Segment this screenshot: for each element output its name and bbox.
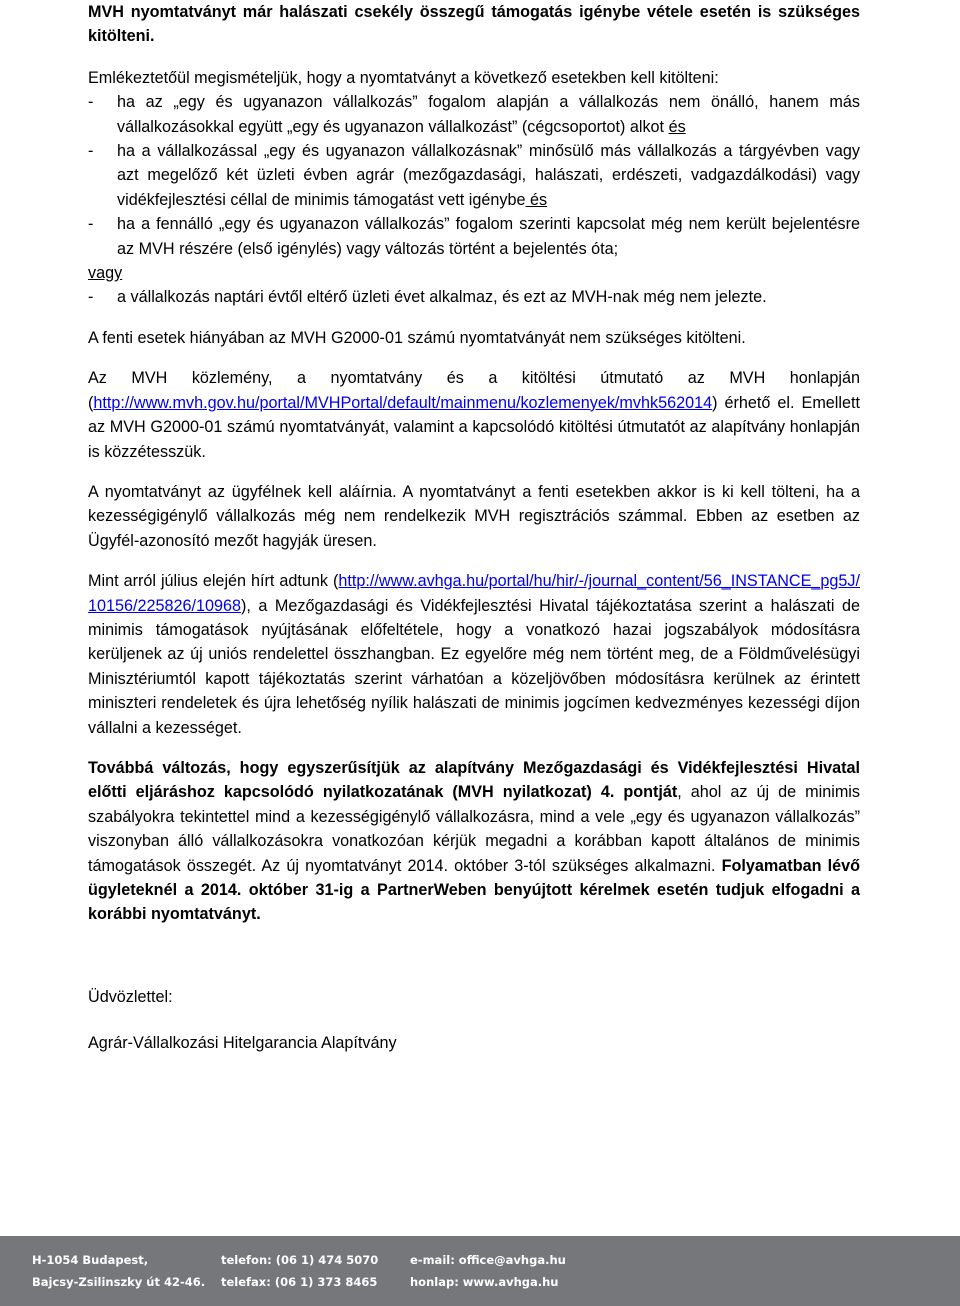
condition-text-4: a vállalkozás naptári évtől eltérő üzleti évet alkalmaz, és ezt az MVH-nak még nem jelezte. [117,288,767,307]
notice-paragraph [88,366,860,464]
footer-web: honlap: www.avhga.hu [410,1275,559,1289]
condition-item-4 [88,285,860,309]
dash-marker: - [88,93,94,112]
conjunction-es-2: és [525,190,548,209]
mvh-link[interactable]: http://www.mvh.gov.hu/portal/MVHPortal/default/mainmenu/kozlemenyek/mvhk562014 [93,393,713,412]
condition-text-3: ha a fennálló „egy és ugyanazon vállalkozás” fogalom szerinti kapcsolat még nem került bejelentésre az MVH részére (első igénylés) vagy változás történt a bejelentés óta; [117,215,860,258]
change-bold-1: Továbbá változás, hogy egyszerűsítjük az alapítvány Mezőgazdasági és Vidékfejlesztési Hivatal előtti eljáráshoz kapcsolódó nyilatkozatának (MVH nyilatkozat) 4. pontját [88,758,860,802]
address-line-2: Bajcsy-Zsilinszky út 42-46. [32,1275,206,1289]
dash-marker: - [88,288,94,307]
dash-marker: - [88,215,94,234]
change-paragraph [88,756,860,927]
condition-item-2 [88,139,860,212]
document-body [88,0,860,1056]
address-line-1: H-1054 Budapest, [32,1253,149,1267]
condition-item-3 [88,212,860,261]
change-bold-2: Folyamatban lévő ügyleteknél a 2014. október 31-ig a PartnerWeben benyújtott kérelmek esetén tudjuk elfogadni a korábbi nyomtatványt. [88,856,860,924]
condition-text-2: ha a vállalkozással „egy és ugyanazon vállalkozásnak” minősülő más vállalkozás a tárgyévben vagy azt megelőző két üzleti évben agrár (mezőgazdasági, halászati, erdészeti, vadgazdálkodási) vagy vidékfejlesztési céllal de minimis támogatást vett igénybe [117,142,860,209]
greeting: Üdvözlettel: [88,987,173,1006]
no-need-paragraph: A fenti esetek hiányában az MVH G2000-01 számú nyomtatványát nem szükséges kitölteni. [88,328,746,347]
conjunction-vagy: vagy [88,264,123,283]
change-text: , ahol az új de minimis szabályokra tekintettel mind a kezességigénylő vállalkozásra, mind a vele „egy és ugyanazon vállalkozás” viszonyban álló vállalkozásokra vonatkozóan kérjük megadni a korábban kapott általános de minimis támogatások összegét. Az új nyomtatványt 2014. október 3-tól szükséges alkalmazni. [88,783,860,875]
footer-email: e-mail: office@avhga.hu [410,1253,566,1267]
footer-fax: telefax: (06 1) 373 8465 [221,1275,378,1289]
footer-phone: telefon: (06 1) 474 5070 [221,1253,379,1267]
conjunction-es-1: és [668,117,686,136]
notice-text-a: Az MVH közlemény, a nyomtatvány és a kitöltési útmutató az MVH honlapján ( [88,369,860,412]
condition-text-1: ha az „egy és ugyanazon vállalkozás” fogalom alapján a vállalkozás nem önálló, hanem más vállalkozásokkal együtt „egy és ugyanazon vállalkozást” (cégcsoportot) alkot [117,93,860,136]
july-news-paragraph [88,569,860,740]
signature: Agrár-Vállalkozási Hitelgarancia Alapítvány [88,1034,397,1053]
avhga-link[interactable]: http://www.avhga.hu/portal/hu/hir/-/journal_content/56_INSTANCE_pg5J/10156/225826/10968 [88,572,860,615]
notice-text-b: ) érhető el. Emellett az MVH G2000-01 számú nyomtatványát, valamint a kapcsolódó kitöltési útmutatót az alapítvány honlapján is közzétesszük. [88,393,860,461]
footer-bar [0,1236,960,1306]
condition-item-1 [88,90,860,139]
july-text-b: ), a Mezőgazdasági és Vidékfejlesztési Hivatal tájékoztatása szerint a halászati de minimis támogatások nyújtásának előfeltétele, hogy a vonatkozó hazai jogszabályok módosításra kerüljenek az új uniós rendelettel összhangban. Ez egyelőre még nem történt meg, de a Földművelésügyi Minisztériumtól kapott tájékoztatás szerint várhatóan a közeljövőben módosításra kerülnek az érintett miniszteri rendeletek és újra lehetőség nyílik halászati de minimis jogcímen kedvezményes kezességi díjon vállalni a kezességet. [88,596,860,737]
reminder-paragraph: Emlékeztetőül megismételjük, hogy a nyomtatványt a következő esetekben kell kitölteni: [88,68,719,87]
july-text-a: Mint arról július elején hírt adtunk ( [88,572,339,591]
dash-marker: - [88,142,94,161]
footer-contact [410,1249,566,1293]
signature-requirement-paragraph: A nyomtatványt az ügyfélnek kell aláírnia. A nyomtatványt a fenti esetekben akkor is ki kell tölteni, ha a kezességigénylő vállalkozás még nem rendelkezik MVH regisztrációs számmal. Ebben az esetben az Ügyfél-azonosító mezőt hagyják üresen. [88,482,860,550]
intro-paragraph: MVH nyomtatványt már halászati csekély összegű támogatás igénybe vétele esetén is szükséges kitölteni. [88,3,860,46]
footer-phones [221,1249,378,1293]
footer-address [32,1249,205,1293]
